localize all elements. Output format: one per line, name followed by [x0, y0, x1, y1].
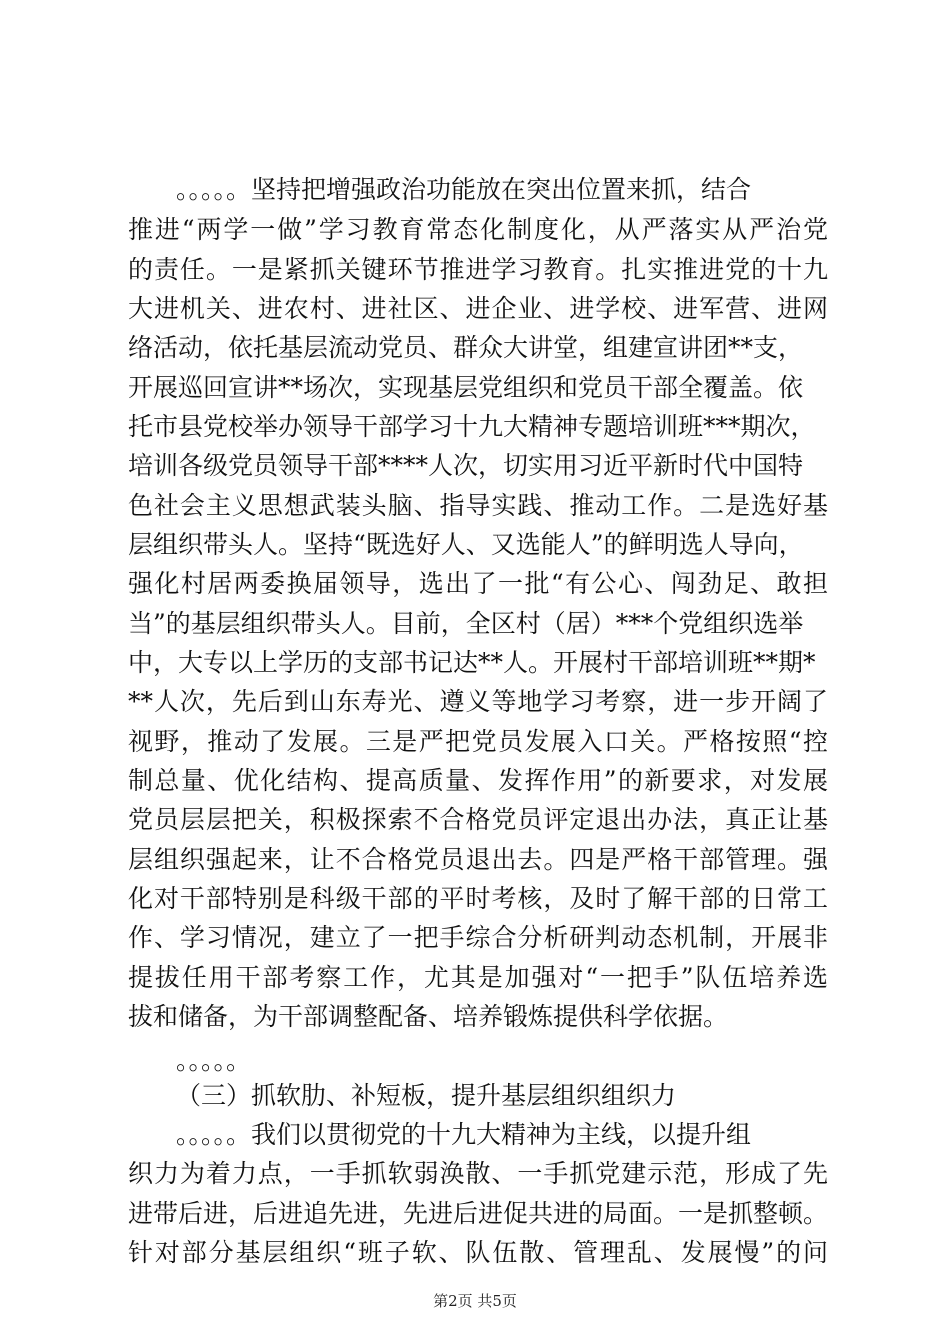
paragraph-line: 视野，推动了发展。三是严把党员发展入口关。严格按照“控 [128, 727, 828, 756]
paragraph-line: 。。。。。我们以贯彻党的十九大精神为主线，以提升组 [176, 1120, 752, 1149]
paragraph-line: 络活动，依托基层流动党员、群众大讲堂，组建宣讲团**支， [128, 333, 804, 362]
paragraph-line: 当”的基层组织带头人。目前，全区村（居）***个党组织选举 [128, 609, 804, 638]
ellipsis-line: 。。。。。 [176, 1046, 252, 1075]
paragraph-line: 层组织带头人。坚持“既选好人、又选能人”的鲜明选人导向， [128, 530, 804, 559]
paragraph-line: 作、学习情况，建立了一把手综合分析研判动态机制，开展非 [128, 923, 828, 952]
paragraph-line: 。。。。。坚持把增强政治功能放在突出位置来抓，结合 [176, 175, 752, 204]
paragraph-line: 推进“两学一做”学习教育常态化制度化，从严落实从严治党 [128, 215, 828, 244]
paragraph-line: 色社会主义思想武装头脑、指导实践、推动工作。二是选好基 [128, 491, 828, 520]
paragraph-line: 培训各级党员领导干部****人次，切实用习近平新时代中国特 [128, 451, 804, 480]
paragraph-line: 托市县党校举办领导干部学习十九大精神专题培训班***期次， [128, 412, 816, 441]
section-heading: （三）抓软肋、补短板，提升基层组织组织力 [176, 1081, 677, 1110]
paragraph-line: 大进机关、进农村、进社区、进企业、进学校、进军营、进网 [128, 294, 828, 323]
paragraph-line: 织力为着力点，一手抓软弱涣散、一手抓党建示范，形成了先 [128, 1159, 828, 1188]
paragraph-line: 层组织强起来，让不合格党员退出去。四是严格干部管理。强 [128, 845, 828, 874]
paragraph-line: 中，大专以上学历的支部书记达**人。开展村干部培训班**期* [128, 648, 816, 677]
paragraph-line: 拔和储备，为干部调整配备、培养锻炼提供科学依据。 [128, 1002, 729, 1031]
paragraph-line: 的责任。一是紧抓关键环节推进学习教育。扎实推进党的十九 [128, 255, 828, 284]
paragraph-line: 开展巡回宣讲**场次，实现基层党组织和党员干部全覆盖。依 [128, 373, 804, 402]
page-footer: 第2页 共5页 [433, 1292, 517, 1310]
paragraph-line: **人次，先后到山东寿光、遵义等地学习考察，进一步开阔了 [128, 687, 828, 716]
paragraph-line: 化对干部特别是科级干部的平时考核，及时了解干部的日常工 [128, 884, 828, 913]
paragraph-line: 进带后进，后进追先进，先进后进促共进的局面。一是抓整顿。 [128, 1199, 829, 1228]
paragraph-line: 强化村居两委换届领导，选出了一批“有公心、闯劲足、敢担 [128, 569, 828, 598]
paragraph-line: 针对部分基层组织“班子软、队伍散、管理乱、发展慢”的问 [128, 1238, 828, 1267]
paragraph-line: 党员层层把关，积极探索不合格党员评定退出办法，真正让基 [128, 805, 828, 834]
paragraph-line: 制总量、优化结构、提高质量、发挥作用”的新要求，对发展 [128, 766, 828, 795]
paragraph-line: 提拔任用干部考察工作，尤其是加强对“一把手”队伍培养选 [128, 963, 828, 992]
